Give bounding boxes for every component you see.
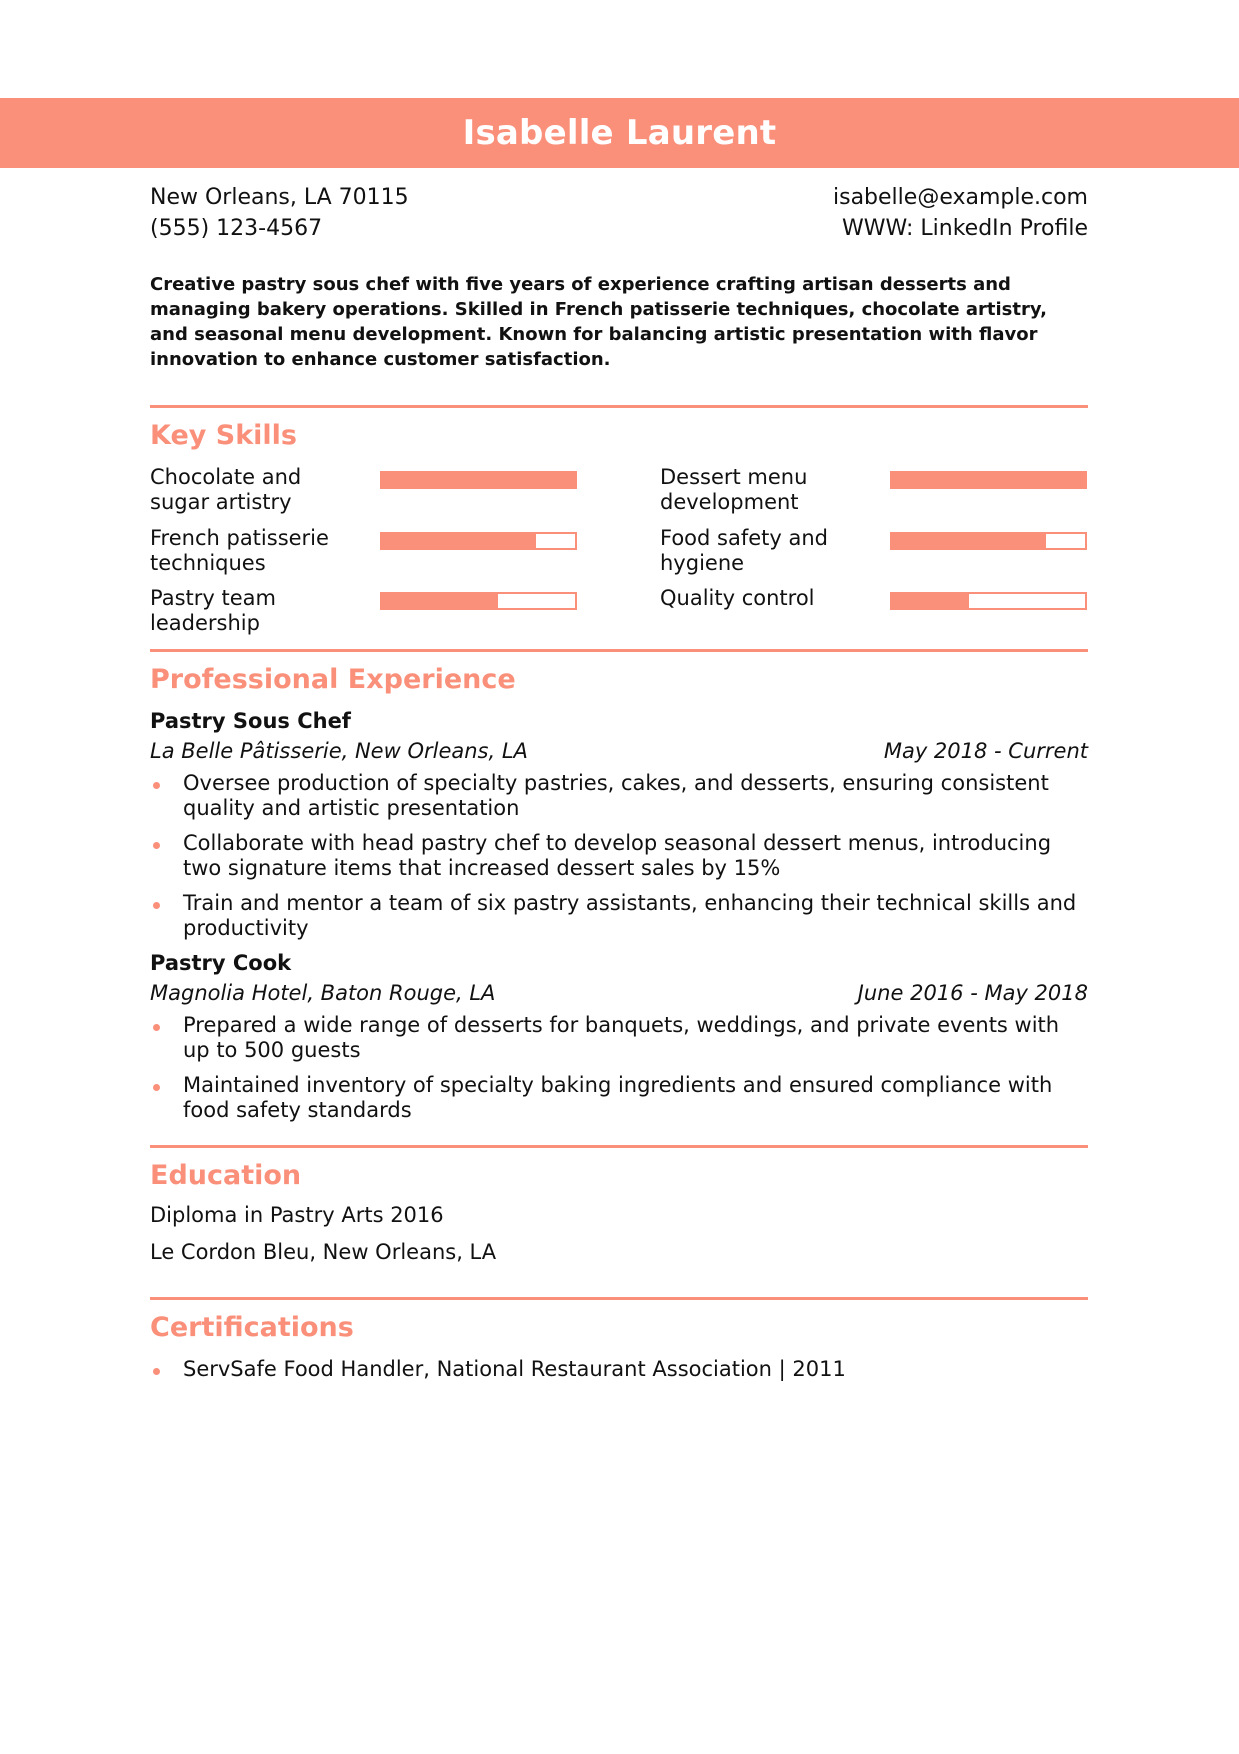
skill-bar — [380, 592, 577, 610]
education-school: Le Cordon Bleu, New Orleans, LA — [150, 1240, 497, 1264]
list-item: Collaborate with head pastry chef to develop seasonal dessert menus, introducing two signature items that increased dessert sales by 15% — [150, 831, 1088, 881]
skill-bar-fill — [382, 594, 498, 608]
email[interactable]: isabelle@example.com — [833, 185, 1088, 210]
skill-bar-fill — [892, 473, 1085, 487]
section-title-certifications: Certifications — [150, 1312, 354, 1343]
summary: Creative pastry sous chef with five years of experience crafting artisan desserts and managing bakery operations. Skilled in French patisserie techniques, chocolate artistry, and seasonal menu development. Known for balancing artistic presentation with flavor innovation to enhance customer satisfaction. — [150, 274, 1048, 370]
skill-item — [150, 526, 580, 578]
candidate-name: Isabelle Laurent — [462, 113, 777, 153]
skill-bar — [380, 532, 577, 550]
divider — [150, 649, 1088, 652]
skill-label: Dessert menu development — [660, 465, 808, 514]
skill-bar-fill — [382, 534, 536, 548]
job-entry — [150, 951, 1088, 1123]
skill-bar — [890, 532, 1087, 550]
contact-block — [150, 168, 1088, 272]
list-item: Maintained inventory of specialty baking ingredients and ensured compliance with food safety standards — [150, 1073, 1088, 1123]
address: New Orleans, LA 70115 — [150, 185, 409, 210]
certifications-list — [150, 1357, 1088, 1382]
skill-item — [660, 526, 1090, 578]
job-title: Pastry Sous Chef — [150, 709, 351, 733]
section-title-education: Education — [150, 1160, 302, 1191]
skill-item — [660, 465, 1090, 517]
list-item: Prepared a wide range of desserts for banquets, weddings, and private events with up to 500 guests — [150, 1013, 1088, 1063]
divider — [150, 405, 1088, 408]
skill-item — [150, 586, 580, 638]
job-bullets — [150, 771, 1088, 941]
bullet-dot-icon — [153, 842, 160, 849]
skill-label: Chocolate and sugar artistry — [150, 465, 302, 514]
list-item: Oversee production of specialty pastries, cakes, and desserts, ensuring consistent quality and artistic presentation — [150, 771, 1088, 821]
skill-bar — [890, 471, 1087, 489]
resume-body — [150, 168, 1088, 1392]
header-band — [0, 98, 1239, 168]
bullet-dot-icon — [153, 902, 160, 909]
job-entry — [150, 709, 1088, 941]
list-item: ServSafe Food Handler, National Restaurant Association | 2011 — [150, 1357, 1088, 1382]
job-dates: May 2018 - Current — [883, 739, 1088, 763]
list-item: Train and mentor a team of six pastry assistants, enhancing their technical skills and productivity — [150, 891, 1088, 941]
skill-item — [660, 586, 1090, 638]
skills-grid — [150, 465, 1088, 645]
skill-label: Food safety and hygiene — [660, 526, 828, 575]
skill-bar-fill — [382, 473, 575, 487]
phone: (555) 123-4567 — [150, 216, 323, 241]
skill-bar-fill — [892, 534, 1046, 548]
skill-label: Pastry team leadership — [150, 586, 276, 635]
section-title-skills: Key Skills — [150, 420, 297, 451]
skill-bar — [380, 471, 577, 489]
skill-bar-fill — [892, 594, 969, 608]
job-dates: June 2016 - May 2018 — [857, 981, 1088, 1005]
bullet-dot-icon — [153, 1368, 160, 1375]
skill-bar — [890, 592, 1087, 610]
divider — [150, 1297, 1088, 1300]
bullet-dot-icon — [153, 782, 160, 789]
job-company: Magnolia Hotel, Baton Rouge, LA — [150, 981, 496, 1005]
job-title: Pastry Cook — [150, 951, 292, 975]
education-degree: Diploma in Pastry Arts 2016 — [150, 1203, 444, 1227]
section-title-experience: Professional Experience — [150, 664, 516, 695]
skill-item — [150, 465, 580, 517]
website-link[interactable]: WWW: LinkedIn Profile — [842, 216, 1088, 241]
job-bullets — [150, 1013, 1088, 1123]
divider — [150, 1145, 1088, 1148]
job-company: La Belle Pâtisserie, New Orleans, LA — [150, 739, 528, 763]
skill-label: Quality control — [660, 586, 815, 610]
bullet-dot-icon — [153, 1024, 160, 1031]
skill-label: French patisserie techniques — [150, 526, 329, 575]
bullet-dot-icon — [153, 1084, 160, 1091]
